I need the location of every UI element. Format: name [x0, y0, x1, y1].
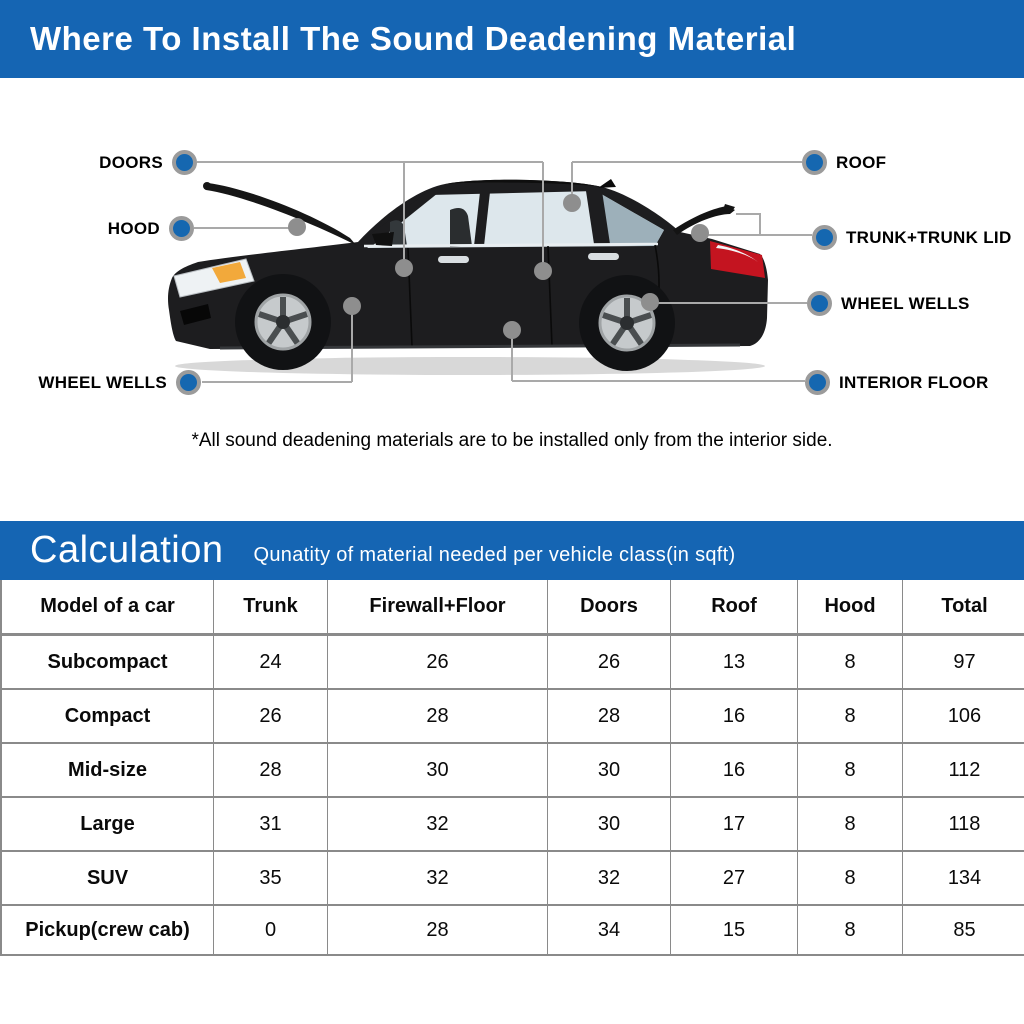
hood-marker-icon: [169, 216, 194, 241]
callout-wheel-wells-right: [807, 290, 970, 317]
row-label: Compact: [2, 690, 214, 744]
table-value: 8: [798, 744, 903, 798]
calculation-title: Calculation: [30, 529, 224, 571]
wheel-wells-right-marker-icon: [807, 291, 832, 316]
installation-note: *All sound deadening materials are to be installed only from the interior side.: [191, 430, 833, 451]
calculation-bar: [0, 521, 1024, 580]
callout-doors-label: DOORS: [99, 152, 163, 172]
wheel-wells-left-marker-icon: [176, 370, 201, 395]
table-value: 27: [671, 852, 798, 906]
callout-wheel-wells-left-label: WHEEL WELLS: [38, 372, 167, 392]
col-header-roof: Roof: [671, 580, 798, 636]
table-value: 24: [214, 636, 328, 690]
table-value: 32: [328, 852, 548, 906]
table-value: 35: [214, 852, 328, 906]
table-value: 16: [671, 690, 798, 744]
interior-floor-marker-icon: [805, 370, 830, 395]
table-value: 8: [798, 636, 903, 690]
callout-trunk: [812, 224, 1012, 251]
callout-doors: [99, 149, 197, 176]
callout-trunk-label: TRUNK+TRUNK LID: [846, 227, 1012, 247]
trunk-marker-icon: [812, 225, 837, 250]
table-value: 30: [548, 798, 671, 852]
table-value: 32: [328, 798, 548, 852]
callout-interior-floor-label: INTERIOR FLOOR: [839, 372, 989, 392]
table-value: 17: [671, 798, 798, 852]
callout-hood-label: HOOD: [107, 218, 160, 238]
page-title: Where To Install The Sound Deadening Material: [30, 20, 797, 57]
table-value: 28: [328, 906, 548, 956]
callout-hood: [108, 215, 194, 242]
callout-interior-floor: [805, 369, 989, 396]
row-label: Large: [2, 798, 214, 852]
table-value: 32: [548, 852, 671, 906]
table-value: 26: [214, 690, 328, 744]
table-value: 8: [798, 690, 903, 744]
table-value: 112: [903, 744, 1024, 798]
table-value: 8: [798, 906, 903, 956]
table-value: 30: [548, 744, 671, 798]
table-value: 97: [903, 636, 1024, 690]
col-header-total: Total: [903, 580, 1024, 636]
col-header-trunk: Trunk: [214, 580, 328, 636]
table-value: 26: [328, 636, 548, 690]
table-value: 28: [328, 690, 548, 744]
col-header-hood: Hood: [798, 580, 903, 636]
row-label: Mid-size: [2, 744, 214, 798]
calculation-subtitle: Qunatity of material needed per vehicle class(in sqft): [253, 544, 736, 566]
table-value: 85: [903, 906, 1024, 956]
table-value: 28: [214, 744, 328, 798]
col-header-doors: Doors: [548, 580, 671, 636]
row-label: Pickup(crew cab): [2, 906, 214, 956]
table-value: 16: [671, 744, 798, 798]
table-value: 118: [903, 798, 1024, 852]
col-header-model: Model of a car: [2, 580, 214, 636]
row-label: SUV: [2, 852, 214, 906]
table-value: 15: [671, 906, 798, 956]
table-value: 28: [548, 690, 671, 744]
table-value: 26: [548, 636, 671, 690]
roof-marker-icon: [802, 150, 827, 175]
table-value: 8: [798, 852, 903, 906]
callout-roof-label: ROOF: [836, 152, 887, 172]
callout-wheel-wells-left: [38, 369, 201, 396]
table-value: 31: [214, 798, 328, 852]
table-value: 134: [903, 852, 1024, 906]
table-value: 13: [671, 636, 798, 690]
table-value: 30: [328, 744, 548, 798]
table-value: 8: [798, 798, 903, 852]
table-value: 34: [548, 906, 671, 956]
col-header-firewall-floor: Firewall+Floor: [328, 580, 548, 636]
callout-roof: [802, 149, 886, 176]
material-quantity-table: [0, 580, 1024, 956]
table-value: 0: [214, 906, 328, 956]
table-value: 106: [903, 690, 1024, 744]
row-label: Subcompact: [2, 636, 214, 690]
callout-wheel-wells-right-label: WHEEL WELLS: [841, 293, 970, 313]
doors-marker-icon: [172, 150, 197, 175]
